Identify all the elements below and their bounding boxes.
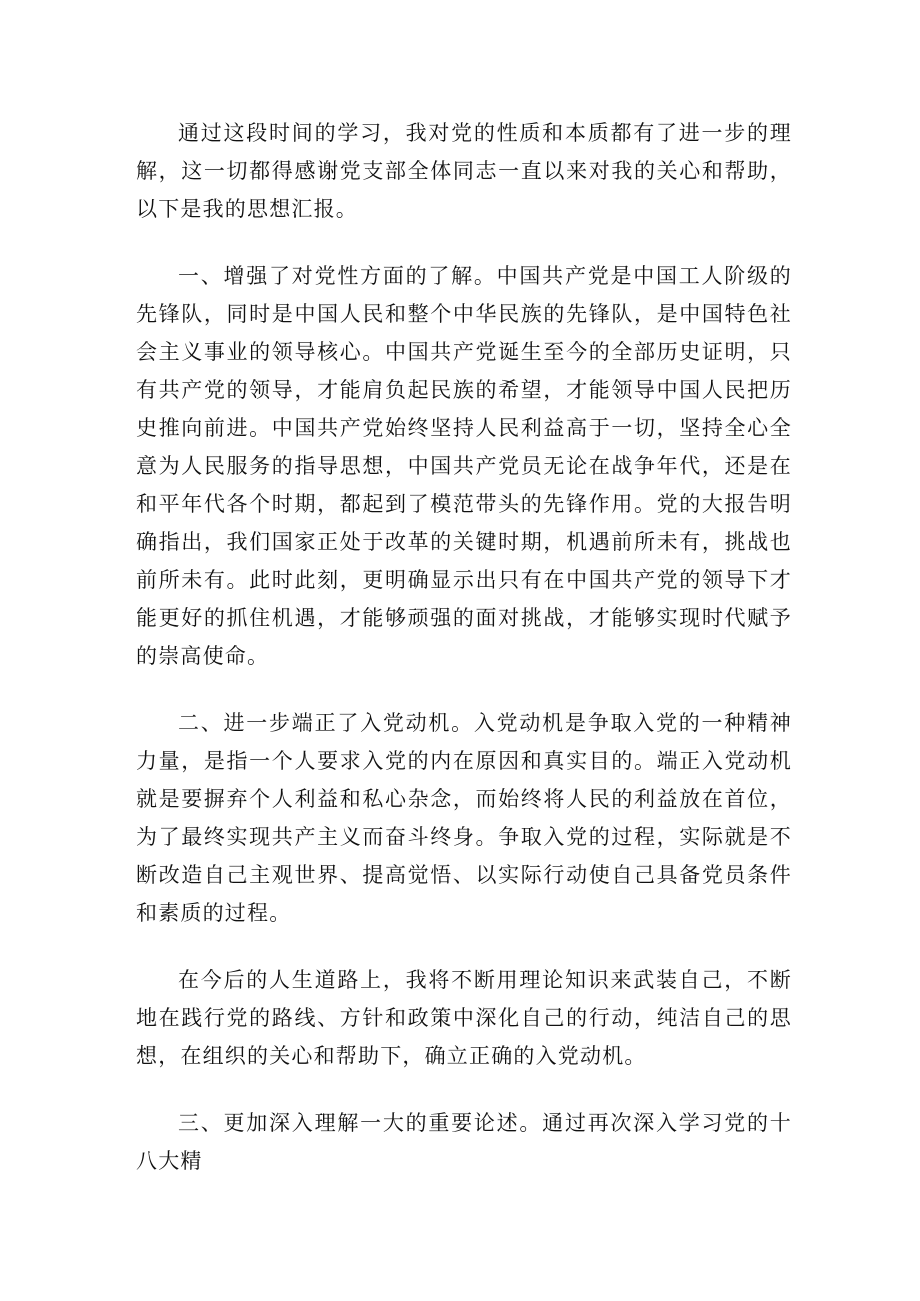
document-body	[136, 114, 792, 1209]
paragraph-future: 在今后的人生道路上，我将不断用理论知识来武装自己，不断地在践行党的路线、方针和政策中深化自己的行动，纯洁自己的思想，在组织的关心和帮助下，确立正确的入党动机。	[136, 968, 792, 1068]
paragraph-intro: 通过这段时间的学习，我对党的性质和本质都有了进一步的理解，这一切都得感谢党支部全体同志一直以来对我的关心和帮助，以下是我的思想汇报。	[136, 121, 792, 221]
paragraph-section-two: 二、进一步端正了入党动机。入党动机是争取入党的一种精神力量，是指一个人要求入党的内在原因和真实目的。端正入党动机就是要摒弃个人利益和私心杂念，而始终将人民的利益放在首位，为了最终实现共产主义而奋斗终身。争取入党的过程，实际就是不断改造自己主观世界、提高觉悟、以实际行动使自己具备党员条件和素质的过程。	[136, 711, 792, 925]
paragraph-section-three: 三、更加深入理解一大的重要论述。通过再次深入学习党的十八大精	[136, 1111, 792, 1173]
paragraph-section-one: 一、增强了对党性方面的了解。中国共产党是中国工人阶级的先锋队，同时是中国人民和整个中华民族的先锋队，是中国特色社会主义事业的领导核心。中国共产党诞生至今的全部历史证明，只有共产党的领导，才能肩负起民族的希望，才能领导中国人民把历史推向前进。中国共产党始终坚持人民利益高于一切，坚持全心全意为人民服务的指导思想，中国共产党员无论在战争年代，还是在和平年代各个时期，都起到了模范带头的先锋作用。党的大报告明确指出，我们国家正处于改革的关键时期，机遇前所未有，挑战也前所未有。此时此刻，更明确显示出只有在中国共产党的领导下才能更好的抓住机遇，才能够顽强的面对挑战，才能够实现时代赋予的崇高使命。	[136, 264, 792, 668]
